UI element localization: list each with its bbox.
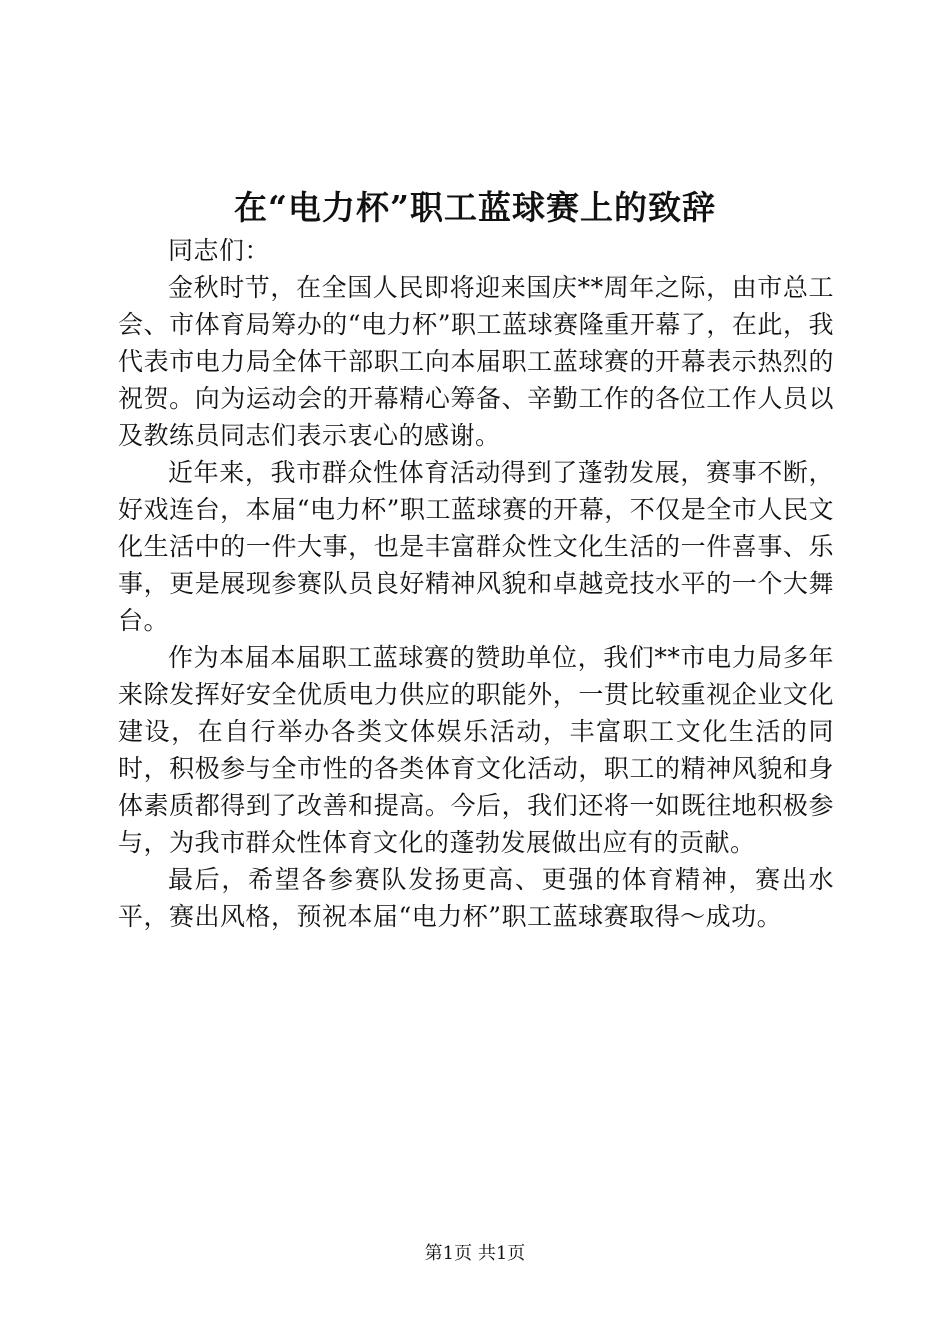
paragraph-3: 作为本届本届职工蓝球赛的赞助单位，我们**市电力局多年来除发挥好安全优质电力供应的职能外，一贯比较重视企业文化建设，在自行举办各类文体娱乐活动，丰富职工文化生活的同时，积极参与全市性的各类体育文化活动，职工的精神风貌和身体素质都得到了改善和提高。今后，我们还将一如既往地积极参与，为我市群众性体育文化的蓬勃发展做出应有的贡献。 [118,643,834,857]
paragraph-1: 金秋时节，在全国人民即将迎来国庆**周年之际，由市总工会、市体育局筹办的“电力杯”职工蓝球赛隆重开幕了，在此，我代表市电力局全体干部职工向本届职工蓝球赛的开幕表示热烈的祝贺。向为运动会的开幕精心筹备、辛勤工作的各位工作人员以及教练员同志们表示衷心的感谢。 [118,273,834,450]
document-body [118,232,834,935]
page-number-footer: 第1页 共1页 [424,1243,526,1264]
paragraph-2: 近年来，我市群众性体育活动得到了蓬勃发展，赛事不断，好戏连台，本届“电力杯”职工蓝球赛的开幕，不仅是全市人民文化生活中的一件大事，也是丰富群众性文化生活的一件喜事、乐事，更是展现参赛队员良好精神风貌和卓越竞技水平的一个大舞台。 [118,458,834,635]
salutation: 同志们： [168,236,271,265]
paragraph-4: 最后，希望各参赛队发扬更高、更强的体育精神，赛出水平，赛出风格，预祝本届“电力杯”职工蓝球赛取得～成功。 [118,865,834,931]
document-title: 在“电力杯”职工蓝球赛上的致辞 [234,188,716,227]
